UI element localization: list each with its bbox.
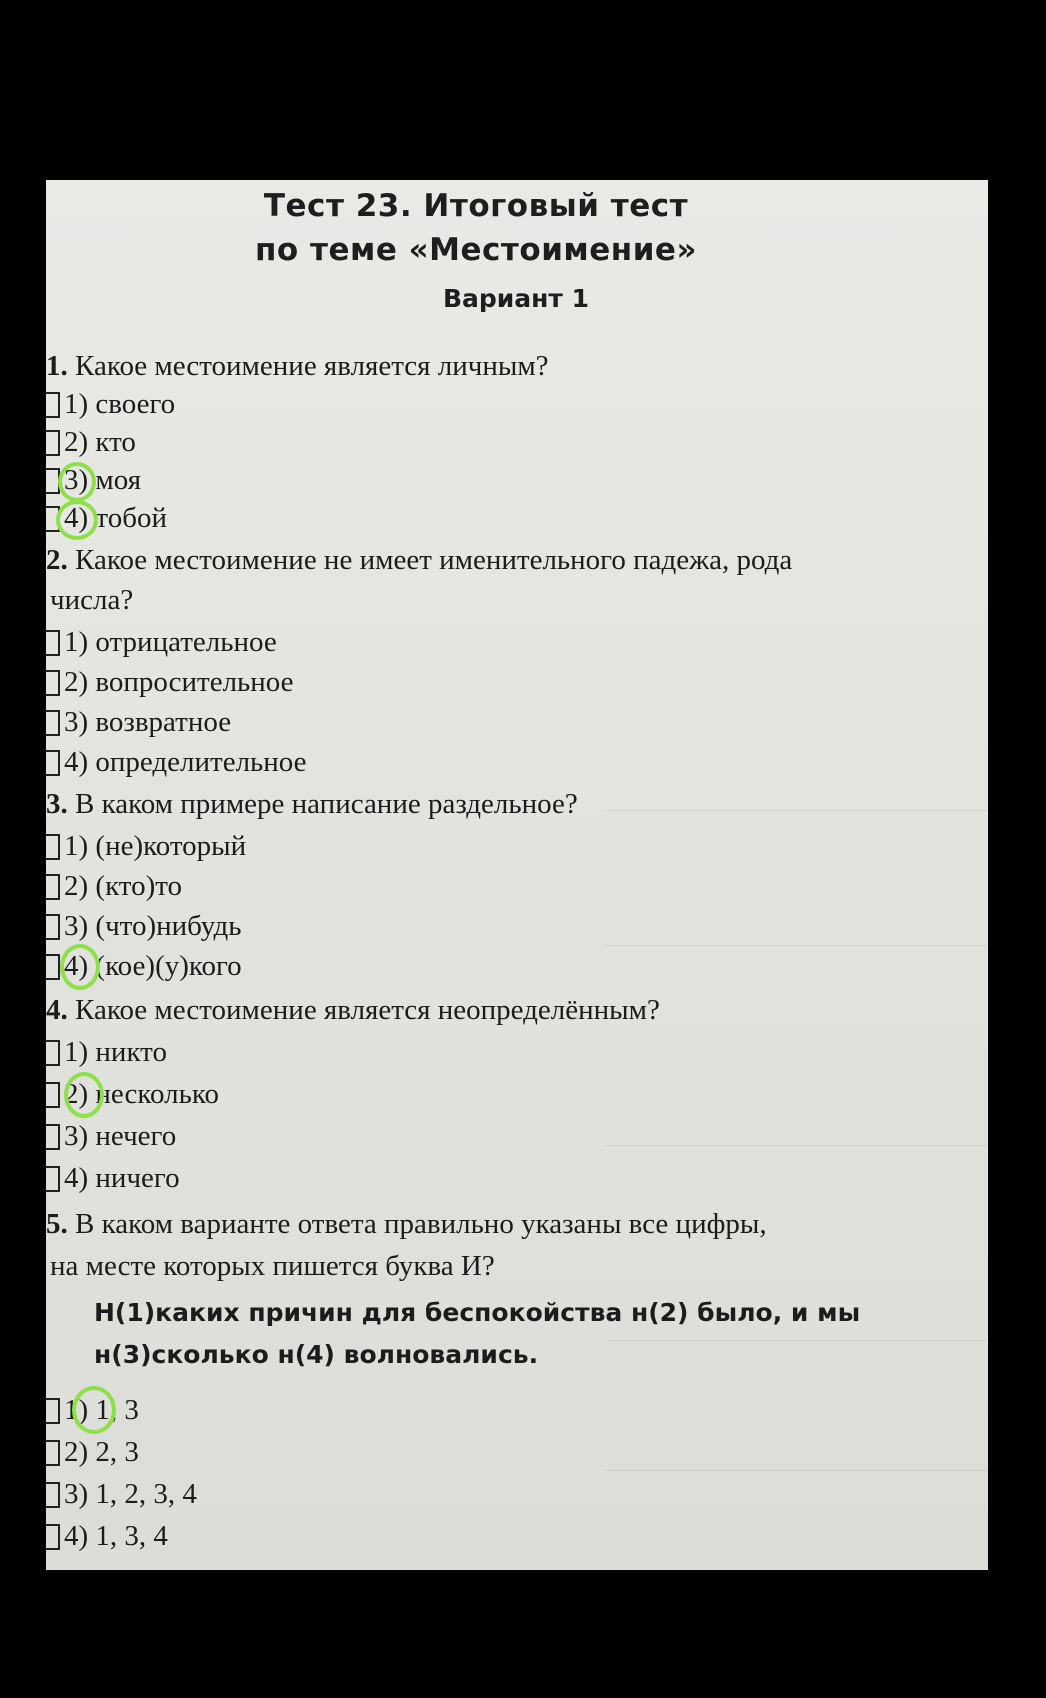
- answer-mark: [72, 1386, 116, 1434]
- example-sentence: Н(1)каких причин для беспокойства н(2) было, и мы: [94, 1298, 861, 1327]
- question-5: [46, 1208, 767, 1241]
- answer-mark: [64, 1072, 104, 1118]
- question-3: [46, 788, 578, 821]
- question-text: Какое местоимение не имеет именительного падежа, рода: [75, 544, 793, 576]
- option-2-1[interactable]: 1) отрицательное: [46, 626, 277, 659]
- option-3-3[interactable]: 3) (что)нибудь: [46, 910, 241, 943]
- option-3-1[interactable]: 1) (не)который: [46, 830, 246, 863]
- option-5-3[interactable]: 3) 1, 2, 3, 4: [46, 1478, 197, 1511]
- checkbox[interactable]: [46, 392, 60, 418]
- question-text: В каком примере написание раздельное?: [75, 788, 578, 820]
- rule-line: [606, 945, 986, 946]
- question-4: [46, 994, 660, 1027]
- question-text: Какое местоимение является неопределённым?: [75, 994, 660, 1026]
- question-text-cont: числа?: [50, 584, 134, 616]
- question-2: [46, 544, 792, 577]
- option-5-1[interactable]: 1) 1, 3: [46, 1394, 139, 1427]
- variant-label: Вариант 1: [442, 284, 590, 313]
- answer-mark: [60, 944, 100, 990]
- option-4-1[interactable]: 1) никто: [46, 1036, 167, 1069]
- option-1-3[interactable]: 3) моя: [46, 464, 141, 497]
- option-2-4[interactable]: 4) определительное: [46, 746, 307, 779]
- checkbox[interactable]: [46, 1398, 60, 1424]
- option-2-3[interactable]: 3) возвратное: [46, 706, 231, 739]
- option-4-2[interactable]: 2) несколько: [46, 1078, 219, 1111]
- checkbox[interactable]: [46, 834, 60, 860]
- answer-mark: [58, 462, 96, 502]
- answer-mark: [56, 500, 98, 540]
- checkbox[interactable]: [46, 710, 60, 736]
- test-topic: по теме «Местоимение»: [255, 232, 697, 268]
- checkbox[interactable]: [46, 1482, 60, 1508]
- option-1-2[interactable]: 2) кто: [46, 426, 136, 459]
- checkbox[interactable]: [46, 954, 60, 980]
- option-2-2[interactable]: 2) вопросительное: [46, 666, 294, 699]
- question-number: 5.: [46, 1208, 68, 1240]
- question-text: Какое местоимение является личным?: [75, 350, 549, 382]
- checkbox[interactable]: [46, 1082, 60, 1108]
- checkbox[interactable]: [46, 670, 60, 696]
- checkbox[interactable]: [46, 1124, 60, 1150]
- rule-line: [606, 1470, 986, 1471]
- checkbox[interactable]: [46, 1040, 60, 1066]
- rule-line: [606, 1145, 986, 1146]
- option-3-2[interactable]: 2) (кто)то: [46, 870, 182, 903]
- checkbox[interactable]: [46, 1166, 60, 1192]
- question-number: 1.: [46, 350, 68, 382]
- worksheet-page: [46, 180, 988, 1570]
- option-4-4[interactable]: 4) ничего: [46, 1162, 180, 1195]
- checkbox[interactable]: [46, 874, 60, 900]
- question-1: [46, 350, 549, 383]
- option-1-1[interactable]: 1) своего: [46, 388, 175, 421]
- option-1-4[interactable]: 4) тобой: [46, 502, 167, 535]
- rule-line: [606, 1340, 986, 1341]
- checkbox[interactable]: [46, 630, 60, 656]
- option-5-2[interactable]: 2) 2, 3: [46, 1436, 139, 1469]
- question-number: 4.: [46, 994, 68, 1026]
- checkbox[interactable]: [46, 430, 60, 456]
- test-title: Тест 23. Итоговый тест: [263, 188, 689, 224]
- question-number: 3.: [46, 788, 68, 820]
- checkbox[interactable]: [46, 914, 60, 940]
- rule-line: [606, 810, 986, 811]
- example-sentence-cont: н(3)сколько н(4) волновались.: [94, 1340, 539, 1369]
- option-5-4[interactable]: 4) 1, 3, 4: [46, 1520, 168, 1553]
- question-text-cont: на месте которых пишется буква И?: [50, 1250, 495, 1282]
- question-text: В каком варианте ответа правильно указаны все цифры,: [75, 1208, 767, 1240]
- checkbox[interactable]: [46, 1524, 60, 1550]
- checkbox[interactable]: [46, 1440, 60, 1466]
- checkbox[interactable]: [46, 750, 60, 776]
- option-4-3[interactable]: 3) нечего: [46, 1120, 176, 1153]
- question-number: 2.: [46, 544, 68, 576]
- option-3-4[interactable]: 4) (кое)(у)кого: [46, 950, 242, 983]
